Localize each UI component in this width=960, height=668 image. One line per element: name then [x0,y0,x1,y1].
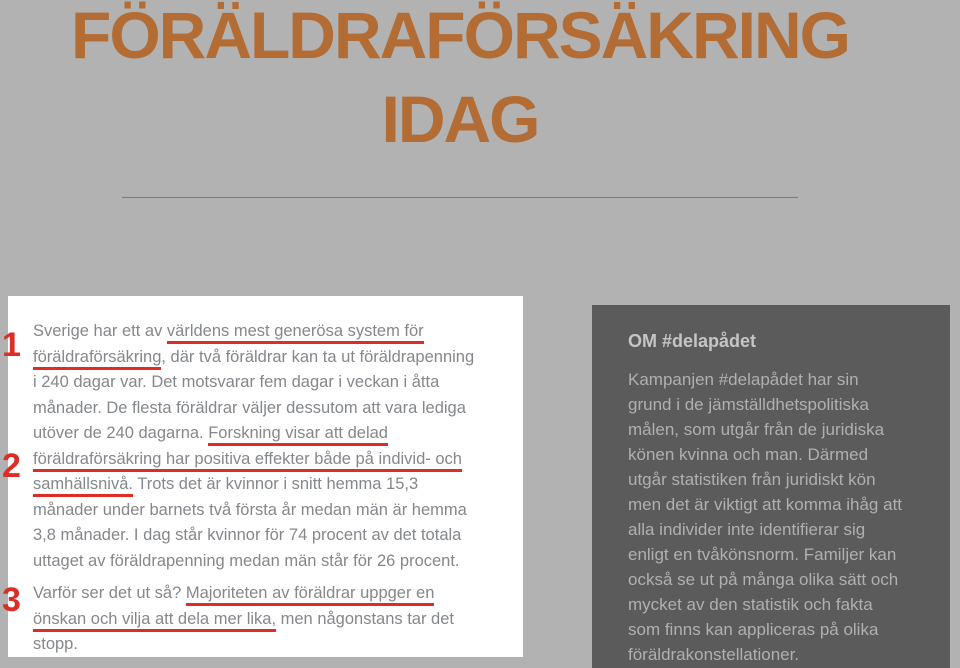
sidebar-text-line: också se ut på många olika sätt och [628,570,899,589]
title-divider-line [122,197,798,198]
article-line [33,396,515,422]
underlined-text-segment: världens mest generösa system för [167,322,424,344]
article-line [33,370,515,396]
text-segment: , där två föräldrar kan ta ut föräldrapenning [161,347,475,366]
article-line [33,523,515,549]
sidebar-text-line: grund i de jämställdhetspolitiska [628,395,869,414]
annotation-marker-2: 2 [2,447,21,485]
sidebar-text-line: som finns kan appliceras på olika [628,620,879,639]
text-segment: Varför ser det ut så? [33,584,186,602]
article-line [33,581,515,607]
article-line [33,498,515,524]
article-line [33,607,515,633]
article-line [33,421,515,447]
page-header [0,0,920,161]
article-paragraph-1 [33,319,515,574]
underlined-text-segment: föräldraförsäkring har positiva effekter både på individ- och [33,450,462,472]
article-line [33,549,515,575]
sidebar-title: OM #delapådet [628,331,757,351]
sidebar-card [592,305,950,668]
article-line [33,447,515,473]
sidebar-text-line: utgår statistiken från juridiskt kön [628,470,876,489]
article-card [8,296,523,657]
text-segment: i 240 dagar var. Det motsvarar fem dagar i veckan i åtta [33,373,440,391]
sidebar-text-line: Kampanjen #delapådet har sin [628,370,859,389]
sidebar-text-line: enligt en tvåkönsnorm. Familjer kan [628,545,897,564]
text-segment: månader. De flesta föräldrar väljer dessutom att vara lediga [33,398,466,417]
underlined-text-segment: samhällsnivå. [33,475,133,497]
sidebar-text-line: men det är viktigt att komma ihåg att [628,495,903,514]
underlined-text-segment: önskan och vilja att dela mer lika, [33,610,276,632]
article-line [33,319,515,345]
article-paragraph-2 [33,581,515,658]
sidebar-text-line: målen, som utgår från de juridiska [628,420,885,439]
article-line [33,472,515,498]
article-line [33,345,515,371]
text-segment: 3,8 månader. I dag står kvinnor för 74 procent av det totala [33,526,462,544]
underlined-text-segment: Majoriteten av föräldrar uppger en [186,584,435,606]
text-segment: månader under barnets två första år medan män är hemma [33,500,467,519]
annotation-marker-1: 1 [2,326,21,364]
text-segment: Sverige har ett av [33,322,167,340]
underlined-text-segment: föräldraförsäkring [33,348,161,370]
sidebar-text-line: föräldrakonstellationer. [628,645,800,664]
sidebar-text-line: könen kvinna och man. Därmed [628,445,869,464]
sidebar-text-line: alla individer inte identifierar sig [628,520,866,539]
text-segment: men någonstans tar det [276,609,454,628]
text-segment: stopp. [33,635,78,653]
sidebar-text-line: mycket av den statistik och fakta [628,595,873,614]
article-line [33,632,515,658]
text-segment: Trots det är kvinnor i snitt hemma 15,3 [132,475,419,493]
page-title-line-1: FÖRÄLDRAFÖRSÄKRING [71,0,849,72]
annotation-marker-3: 3 [2,581,21,619]
text-segment: utöver de 240 dagarna. [33,424,209,442]
text-segment: uttaget av föräldrapenning medan män står för 26 procent. [33,551,460,570]
page-title-line-2: IDAG [381,82,539,156]
underlined-text-segment: Forskning visar att delad [208,424,388,446]
